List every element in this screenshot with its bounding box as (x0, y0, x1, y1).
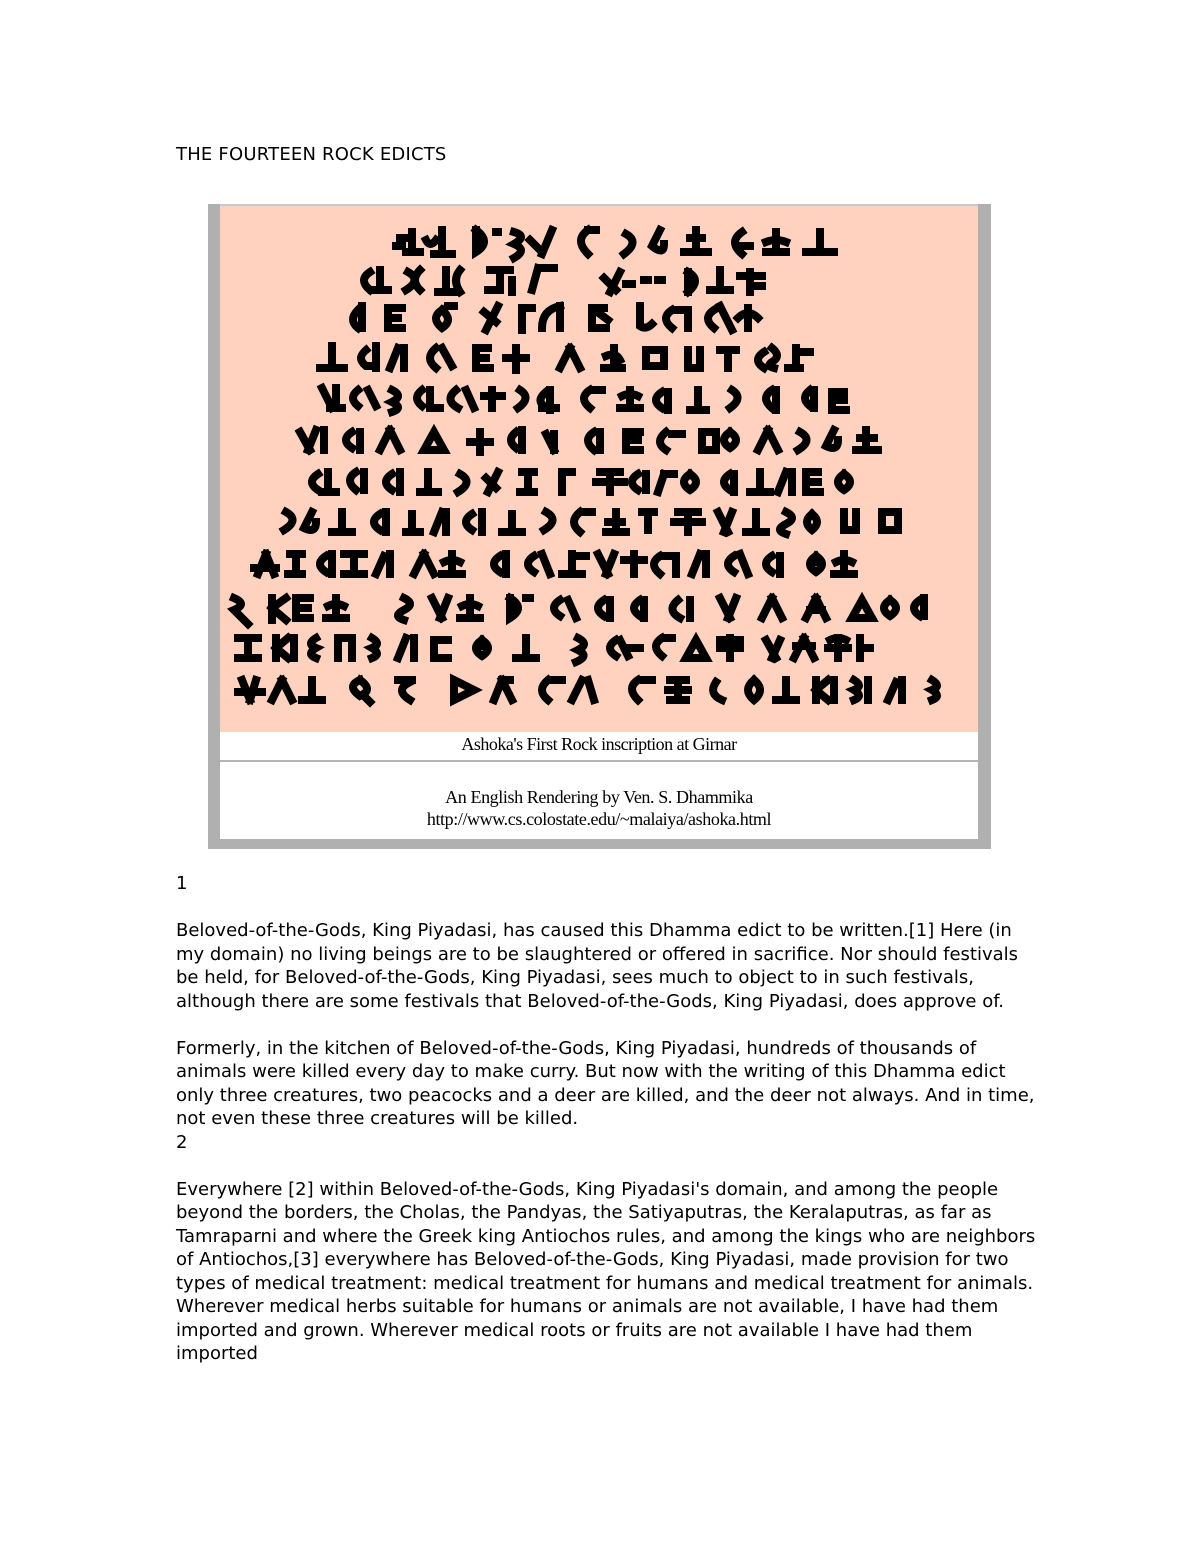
edict-paragraph: Everywhere [2] within Beloved-of-the-Gods, King Piyadasi's domain, and among the people beyond the borders, the Cholas, the Pandyas, the Satiyaputras, the Keralaputras, as far as Tamraparni and where the Greek king Antiochos rules, and among the kings who are neighbors of Antiochos,[3] everywhere has Beloved-of-the-Gods, King Piyadasi, made provision for two types of medical treatment: medical treatment for humans and medical treatment for animals. Wherever medical herbs suitable for humans or animals are not available, I have had them imported and grown. Wherever medical roots or fruits are not available I have had them imported (176, 1178, 1036, 1364)
inscription-figure (208, 204, 991, 849)
figure-panel (220, 204, 978, 839)
brahmi-glyphs (220, 206, 978, 732)
page-title: THE FOURTEEN ROCK EDICTS (176, 144, 447, 165)
edict-number: 1 (176, 873, 188, 894)
rendering-line: An English Rendering by Ven. S. Dhammika (445, 787, 753, 807)
figure-credits (220, 786, 978, 830)
edict-paragraph: Formerly, in the kitchen of Beloved-of-the-Gods, King Piyadasi, hundreds of thousands of animals were killed every day to make curry. But now with the writing of this Dhamma edict only three creatures, two peacocks and a deer are killed, and the deer not always. And in time, not even these three creatures will be killed. (176, 1037, 1035, 1129)
edict-paragraph: Beloved-of-the-Gods, King Piyadasi, has caused this Dhamma edict to be written.[1] Here (in my domain) no living beings are to be slaughtered or offered in sacrifice. Nor should festivals be held, for Beloved-of-the-Gods, King Piyadasi, sees much to object to in such festivals, although there are some festivals that Beloved-of-the-Gods, King Piyadasi, does approve of. (176, 920, 1019, 1012)
source-url: http://www.cs.colostate.edu/~malaiya/ashoka.html (426, 809, 772, 829)
edicts-body (176, 872, 1036, 1366)
edict-number: 2 (176, 1131, 188, 1153)
figure-caption: Ashoka's First Rock inscription at Girnar (461, 734, 737, 754)
caption-divider (220, 760, 978, 762)
brahmi-inscription-image (220, 206, 978, 732)
